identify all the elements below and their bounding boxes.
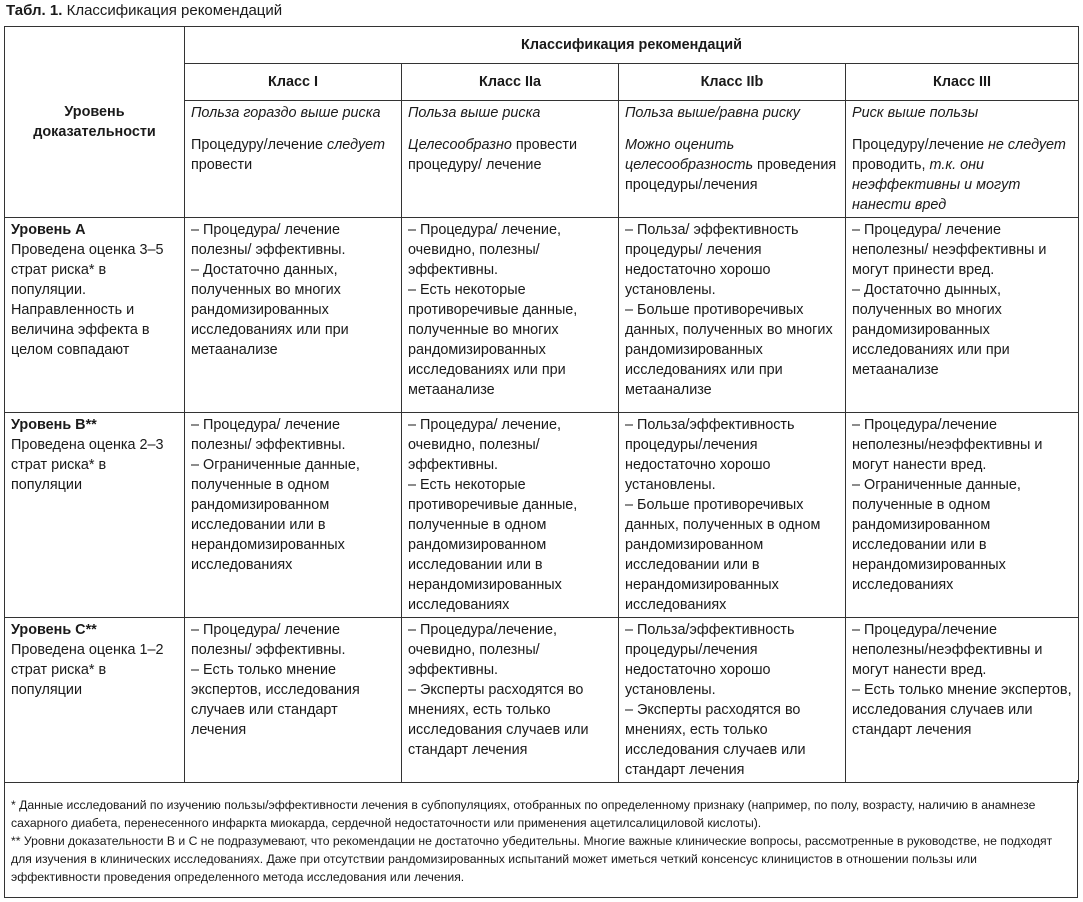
class-recommendation-text: Процедуру/лечение не следует проводить, т.к. они неэффективны и могут нанести вред: [852, 137, 1066, 213]
class-recommendation-text: Можно оценить целесообразность проведения процедуры/лечения: [625, 137, 837, 193]
table-cell: – Польза/эффективность процедуры/лечения недостаточно хорошо установлены. – Больше противоречивых данных, полученных в одном рандомизированном исследовании или в нерандомизированных исследованиях: [619, 413, 846, 618]
class-description: [846, 101, 1079, 218]
class-recommendation-text: Целесообразно провести процедуру/ лечение: [408, 137, 577, 173]
level-description: Проведена оценка 1–2 страт риска* в популяции: [11, 642, 164, 698]
table-row: [5, 413, 1079, 618]
level-cell: [5, 618, 185, 783]
footnotes: [4, 780, 1078, 898]
level-title: Уровень C**: [11, 622, 97, 638]
table-row: [5, 218, 1079, 413]
table-caption: [6, 2, 282, 19]
class-recommendation-text: Процедуру/лечение следует провести: [191, 137, 385, 173]
footnote: ** Уровни доказательности B и C не подразумевают, что рекомендации не достаточно убедительны. Многие важные клинические вопросы, рассмотренные в руководстве, не подходят для изучения в клинических исследованиях. Даже при отсутствии рандомизированных испытаний может иметься четкий консенсус клиницистов в отношении пользы или эффективности проведения определенного метода исследования или лечения.: [11, 834, 1053, 884]
recommendations-table: [4, 26, 1079, 783]
class-description: [402, 101, 619, 218]
table-cell: – Польза/эффективность процедуры/лечения недостаточно хорошо установлены. – Эксперты расходятся во мнениях, есть только исследования случаев или стандарт лечения: [619, 618, 846, 783]
class-description: [185, 101, 402, 218]
table-caption-title: Классификация рекомендаций: [66, 2, 283, 19]
table-cell: – Процедура/ лечение полезны/ эффективны. – Есть только мнение экспертов, исследования случаев или стандарт лечения: [185, 618, 402, 783]
level-title: Уровень A: [11, 222, 86, 238]
table-cell: – Процедура/ лечение полезны/ эффективны. – Ограниченные данные, полученные в одном рандомизированном исследовании или в нерандомизированных исследованиях: [185, 413, 402, 618]
level-description: Проведена оценка 2–3 страт риска* в популяции: [11, 437, 164, 493]
class-header: Класс IIa: [402, 64, 619, 101]
class-risk-text: Польза выше риска: [408, 105, 541, 121]
table-cell: – Процедура/ лечение, очевидно, полезны/ эффективны. – Есть некоторые противоречивые данные, полученные во многих рандомизированных исследованиях или при метаанализе: [402, 218, 619, 413]
footnote: * Данные исследований по изучению пользы/эффективности лечения в субпопуляциях, отобранных по определенному признаку (например, по полу, возрасту, наличию в анамнезе сахарного диабета, перенесенного инфаркта миокарда, сердечной недостаточности или применения ацетилсалициловой кислоты).: [11, 798, 1036, 830]
level-cell: [5, 218, 185, 413]
table-cell: – Процедура/ лечение полезны/ эффективны. – Достаточно данных, полученных во многих рандомизированных исследованиях или при метаанализе: [185, 218, 402, 413]
class-header: Класс I: [185, 64, 402, 101]
table-cell: – Процедура/лечение неполезны/неэффективны и могут нанести вред. – Есть только мнение экспертов, исследования случаев или стандарт лечения: [846, 618, 1079, 783]
table-row: [5, 618, 1079, 783]
table-caption-label: Табл. 1.: [6, 2, 63, 19]
class-header: Класс IIb: [619, 64, 846, 101]
class-header: Класс III: [846, 64, 1079, 101]
class-risk-text: Риск выше пользы: [852, 105, 979, 121]
level-of-evidence-header: Уровень доказательности: [5, 27, 185, 218]
table-cell: – Процедура/лечение неполезны/неэффективны и могут нанести вред. – Ограниченные данные, полученные в одном рандомизированном исследовании или в нерандомизированных исследованиях: [846, 413, 1079, 618]
level-title: Уровень B**: [11, 417, 97, 433]
table-cell: – Процедура/лечение, очевидно, полезны/эффективны. – Эксперты расходятся во мнениях, есть только исследования случаев или стандарт лечения: [402, 618, 619, 783]
class-risk-text: Польза выше/равна риску: [625, 105, 801, 121]
class-risk-text: Польза гораздо выше риска: [191, 105, 381, 121]
table-cell: – Процедура/ лечение, очевидно, полезны/ эффективны. – Есть некоторые противоречивые данные, полученные в одном рандомизированном исследовании или в нерандомизированных исследованиях: [402, 413, 619, 618]
level-cell: [5, 413, 185, 618]
classification-group-header: Классификация рекомендаций: [185, 27, 1079, 64]
table-cell: – Процедура/ лечение неполезны/ неэффективны и могут принести вред. – Достаточно дынных, полученных во многих рандомизированных исследованиях или при метаанализе: [846, 218, 1079, 413]
level-description: Проведена оценка 3–5 страт риска* в популяции. Направленность и величина эффекта в целом совпадают: [11, 242, 164, 358]
table-cell: – Польза/ эффективность процедуры/ лечения недостаточно хорошо установлены. – Больше противоречивых данных, полученных во многих рандомизированных исследованиях или при метаанализе: [619, 218, 846, 413]
class-description: [619, 101, 846, 218]
